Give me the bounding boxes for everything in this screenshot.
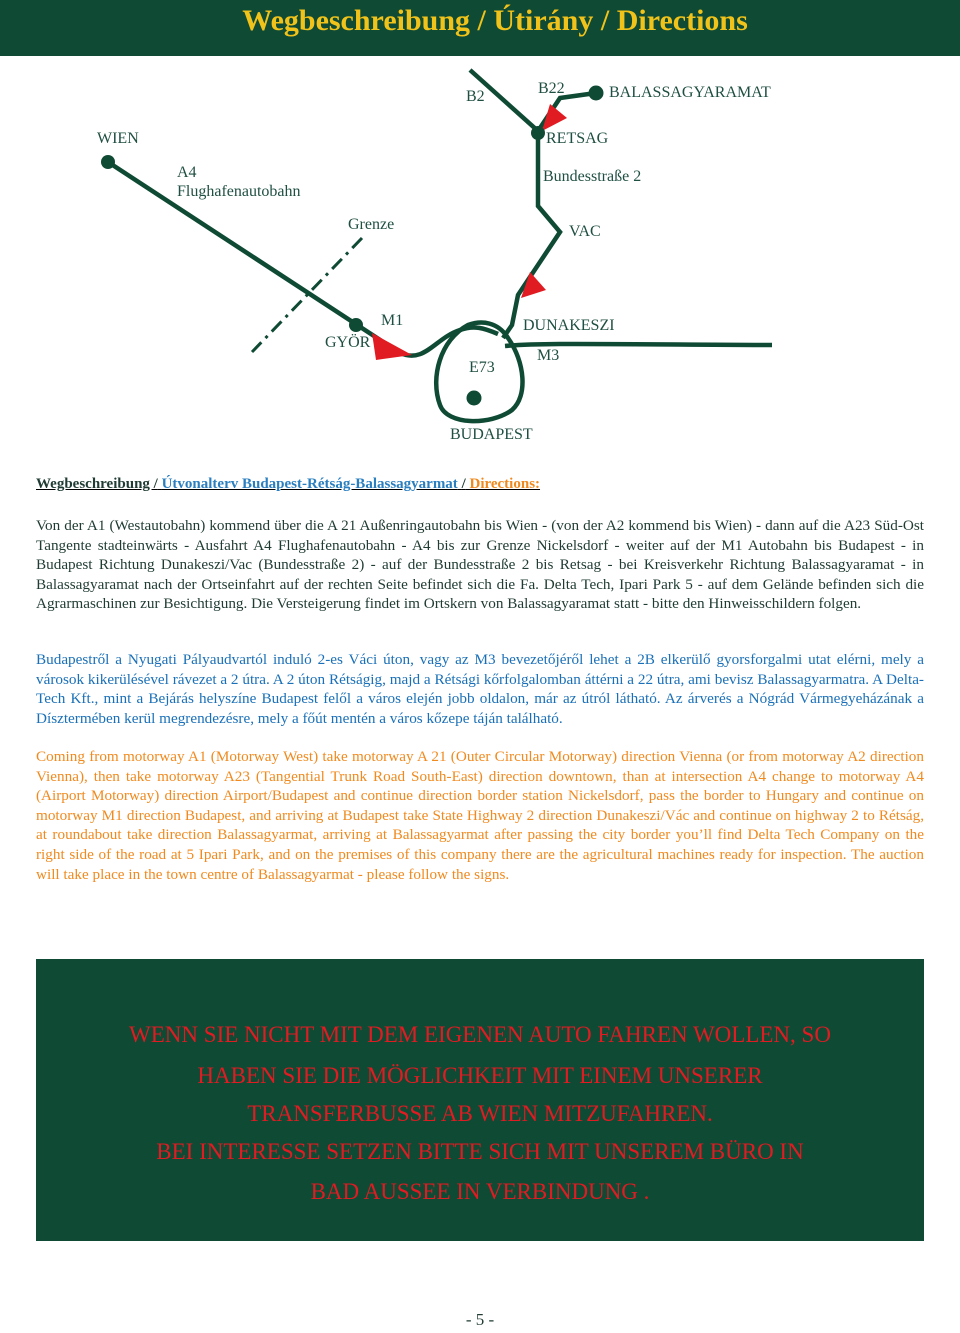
label-wien: WIEN <box>97 130 139 147</box>
route-heading-de: Wegbeschreibung / <box>36 476 158 492</box>
road-m3 <box>505 344 772 346</box>
route-heading-separator: / <box>461 476 466 492</box>
balassagyarmat-marker <box>589 86 604 101</box>
label-dunakeszi: DUNAKESZI <box>523 317 615 334</box>
notice-line-5: BAD AUSSEE IN VERBINDUNG . <box>310 1179 650 1204</box>
budapest-marker <box>467 391 482 406</box>
label-a4: A4 <box>177 164 197 181</box>
notice-line-4: BEI INTERESSE SETZEN BITTE SICH MIT UNSEREM BÜRO IN <box>156 1139 804 1164</box>
label-flughafenautobahn: Flughafenautobahn <box>177 183 301 200</box>
wien-marker <box>101 155 115 169</box>
label-gyor: GYÖR <box>325 334 371 351</box>
route-heading-hu: Útvonalterv Budapest-Rétság-Balassagyarmat <box>161 476 458 492</box>
label-m1: M1 <box>381 312 404 329</box>
header-bar <box>0 0 960 56</box>
directions-german: Von der A1 (Westautobahn) kommend über die A 21 Außenringautobahn bis Wien - (von der A2 kommend bis Wien) - dann auf die A23 Süd-Ost Tangente stadteinwärts - Ausfahrt A4 Flughafenautobahn - A4 bis zur Grenze Nickelsdorf - weiter auf der M1 Autobahn bis Budapest - in Budapest Richtung Dunakeszi/Vac (Bundesstraße 2) - auf der Bundesstraße 2 bis Retsag - bei Kreisverkehr Richtung Balassagyaramat - in Balassagyaramat nach der Ortseinfahrt auf der rechten Seite befindet sich die Fa. Delta Tech, Ipari Park 5 - auf dem Gelände befinden sich die Agrarmaschinen zur Besichtigung. Die Versteigerung findet im Ortskern von Balassagyaramat statt - bitte den Hinweisschildern folgen. <box>36 517 924 613</box>
route-heading <box>36 476 540 493</box>
label-grenze: Grenze <box>348 216 395 233</box>
label-budapest: BUDAPEST <box>450 426 533 443</box>
label-retsag: RETSAG <box>546 130 609 147</box>
label-m3: M3 <box>537 347 560 364</box>
road-2-south <box>503 131 560 338</box>
label-b22: B22 <box>538 80 565 97</box>
directions-hungarian: Budapestről a Nyugati Pályaudvartól induló 2-es Váci úton, vagy az M3 bevezetőjéről lehet a 2B elkerülő gyorsforgalmi utat elérni, mely a városok kikerülésével rávezet a 2 útra. A 2 úton Rétságig, majd a Rétsági kőrfolgalomban áttérni a 22 útra, ami bevisz Balassagyarmatra. A Delta-Tech Kft., mint a Bejárás helyszíne Budapest felől a város elején jobb oldalon, már az útról látható. Az árverés a Nógrád Vármegyeházának a Dísztermében kerül megrendezésre, mely a főút mentén a város kőzepe táján található. <box>36 651 924 727</box>
directions-english: Coming from motorway A1 (Motorway West) take motorway A 21 (Outer Circular Motorway) direction Vienna (or from motorway A2 direction Vienna), then take motorway A23 (Tangential Trunk Road South-East) direction downtown, than at intersection A4 change to motorway A4 (Airport Motorway) direction Airport/Budapest and continue direction border station Nickelsdorf, pass the border to Hungary and continue on motorway M1 direction Budapest, and arriving at Budapest take State Highway 2 direction Dunakeszi/Vác and continue on highway 2 to Rétság, at roundabout take direction Balassagyarmat, arriving at Balassagyarmat after passing the city border you’ll find Delta Tech Company on the right side of the road at 5 Ipari Park, and on the premises of this company there are the agricultural machines ready for inspection. The auction will take place in the town centre of Balassagyarmat - please follow the signs. <box>36 748 924 883</box>
route-heading-en: Directions: <box>469 476 541 492</box>
transfer-notice-box <box>36 959 924 1241</box>
label-vac: VAC <box>569 223 601 240</box>
retsag-marker <box>531 126 545 140</box>
label-bundesstrasse: Bundesstraße 2 <box>543 168 642 185</box>
label-e73: E73 <box>469 359 495 376</box>
notice-line-1: WENN SIE NICHT MIT DEM EIGENEN AUTO FAHREN WOLLEN, SO <box>129 1022 831 1047</box>
route-map <box>0 56 960 456</box>
notice-line-2: HABEN SIE DIE MÖGLICHKEIT MIT EINEM UNSERER <box>197 1063 763 1088</box>
page-title: Wegbeschreibung / Útirány / Directions <box>242 4 748 37</box>
label-balassagyarmat: BALASSAGYARAMAT <box>609 84 771 101</box>
notice-line-3: TRANSFERBUSSE AB WIEN MITZUFAHREN. <box>247 1101 713 1126</box>
gyor-marker <box>349 318 363 332</box>
page-number: - 5 - <box>465 1310 495 1329</box>
label-b2: B2 <box>466 88 485 105</box>
